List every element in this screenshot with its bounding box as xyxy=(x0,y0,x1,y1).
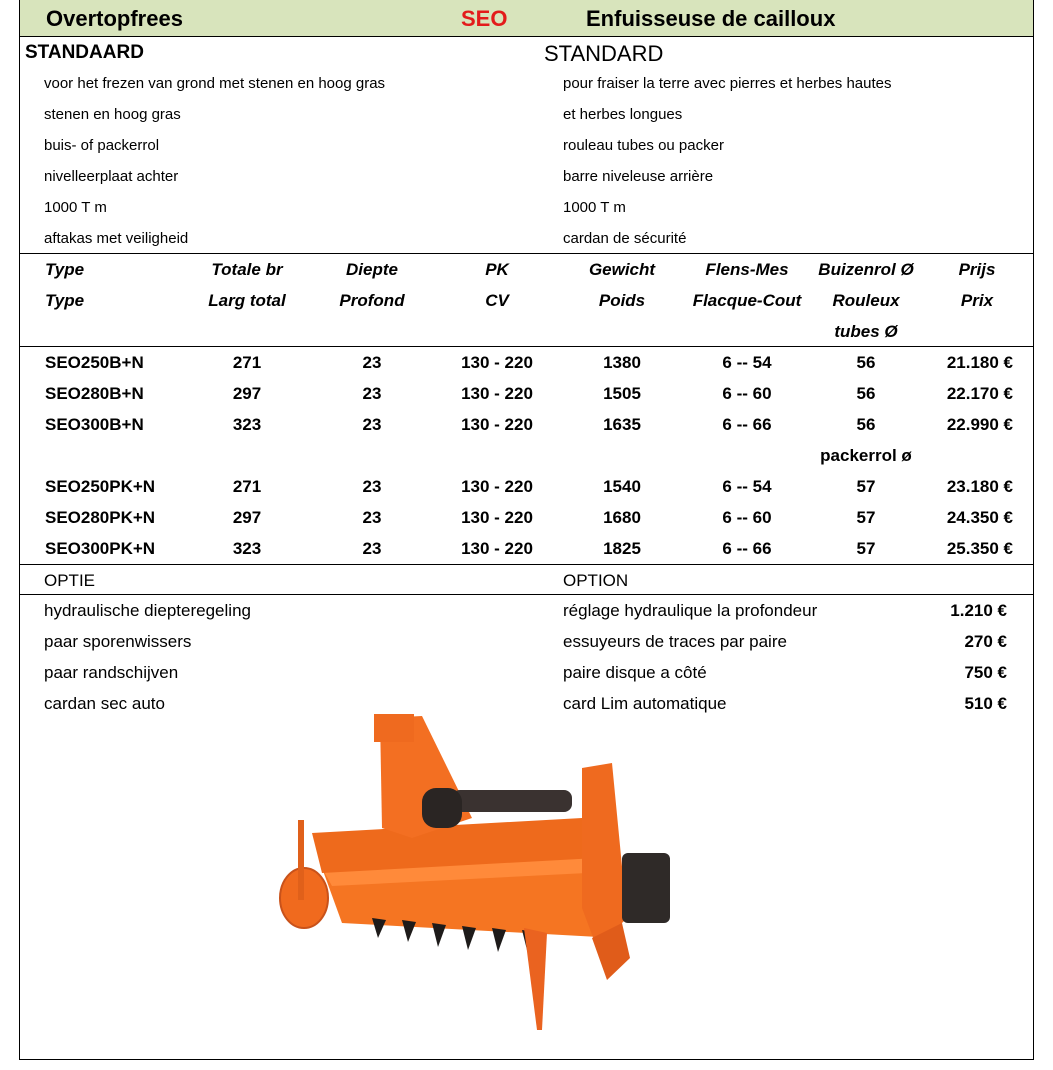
option-name-fr: essuyeurs de traces par paire xyxy=(563,632,787,651)
title-bar xyxy=(20,0,1033,37)
machine-illustration xyxy=(280,714,670,1030)
divider xyxy=(19,253,1034,254)
option-price: 510 € xyxy=(964,694,1007,713)
table-cell: 323 xyxy=(232,415,262,434)
table-cell: 57 xyxy=(856,539,876,558)
table-cell: 130 - 220 xyxy=(461,508,533,527)
option-name-nl: paar randschijven xyxy=(44,663,179,682)
table-cell: 1505 xyxy=(603,384,641,403)
model-type: SEO250B+N xyxy=(45,353,144,372)
divider xyxy=(19,564,1034,565)
table-cell: 130 - 220 xyxy=(461,384,533,403)
table-cell: 271 xyxy=(232,353,262,372)
option-name-fr: réglage hydraulique la profondeur xyxy=(563,601,818,620)
model-type: SEO300B+N xyxy=(45,415,144,434)
table-cell: 56 xyxy=(856,415,876,434)
standard-label-nl: STANDAARD xyxy=(25,42,144,63)
table-cell: 23 xyxy=(362,415,382,434)
option-price: 1.210 € xyxy=(950,601,1007,620)
table-cell: 6 -- 66 xyxy=(722,539,772,558)
column-header-nl: Flens-Mes xyxy=(705,260,789,279)
product-code: SEO xyxy=(461,6,508,31)
feature-fr: barre niveleuse arrière xyxy=(563,168,714,185)
title-fr: Enfuisseuse de cailloux xyxy=(586,6,836,31)
table-cell: 6 -- 66 xyxy=(722,415,772,434)
table-cell: 24.350 € xyxy=(946,508,1013,527)
table-cell: 297 xyxy=(232,508,262,527)
feature-nl: 1000 T m xyxy=(44,199,107,216)
table-cell: 22.170 € xyxy=(946,384,1013,403)
option-name-nl: hydraulische diepteregeling xyxy=(44,601,251,620)
divider xyxy=(19,594,1034,595)
table-cell: 57 xyxy=(856,508,876,527)
option-price: 270 € xyxy=(964,632,1007,651)
feature-nl: buis- of packerrol xyxy=(44,137,160,154)
column-header-fr: Larg total xyxy=(208,291,286,310)
table-cell: 323 xyxy=(232,539,262,558)
table-cell: 271 xyxy=(232,477,262,496)
column-header-nl: Buizenrol Ø xyxy=(818,260,914,279)
feature-nl: stenen en hoog gras xyxy=(44,106,181,123)
table-cell: 6 -- 54 xyxy=(722,353,772,372)
option-name-nl: paar sporenwissers xyxy=(44,632,192,651)
table-cell: 6 -- 54 xyxy=(722,477,772,496)
model-type: SEO250PK+N xyxy=(45,477,156,496)
option-name-fr: card Lim automatique xyxy=(563,694,727,713)
table-cell: 297 xyxy=(232,384,262,403)
table-cell: 23 xyxy=(362,539,382,558)
column-header-fr: Rouleux xyxy=(832,291,900,310)
model-type: SEO280PK+N xyxy=(45,508,156,527)
machine-image xyxy=(262,708,682,1038)
feature-fr: 1000 T m xyxy=(563,199,626,216)
table-cell: 1540 xyxy=(603,477,641,496)
feature-nl: aftakas met veiligheid xyxy=(44,230,189,247)
table-cell: 23 xyxy=(362,353,382,372)
column-header-fr: Profond xyxy=(339,291,405,310)
table-cell: 1635 xyxy=(603,415,641,434)
feature-nl: voor het frezen van grond met stenen en hoog gras xyxy=(44,75,386,92)
model-type: SEO300PK+N xyxy=(45,539,156,558)
column-header-nl: Diepte xyxy=(346,260,398,279)
table-cell: 130 - 220 xyxy=(461,539,533,558)
option-name-nl: cardan sec auto xyxy=(44,694,165,713)
table-cell: 6 -- 60 xyxy=(722,508,772,527)
column-header-nl: PK xyxy=(485,260,509,279)
feature-fr: cardan de sécurité xyxy=(563,230,687,247)
option-name-fr: paire disque a côté xyxy=(563,663,707,682)
title-nl: Overtopfrees xyxy=(46,6,183,31)
column-header-fr: Poids xyxy=(598,291,646,310)
table-cell: 1825 xyxy=(603,539,641,558)
table-cell: 6 -- 60 xyxy=(722,384,772,403)
feature-fr: pour fraiser la terre avec pierres et herbes hautes xyxy=(563,75,892,92)
table-cell: 23 xyxy=(362,508,382,527)
packer-roller-label: packerrol ø xyxy=(820,446,912,465)
column-header-fr: Type xyxy=(45,291,85,310)
table-cell: 21.180 € xyxy=(946,353,1013,372)
table-cell: 1380 xyxy=(603,353,641,372)
column-header-fr: Prix xyxy=(960,291,994,310)
column-header-fr: CV xyxy=(485,291,509,310)
feature-fr: et herbes longues xyxy=(563,106,683,123)
feature-nl: nivelleerplaat achter xyxy=(44,168,179,185)
column-header-nl: Totale br xyxy=(211,260,283,279)
table-cell: 23 xyxy=(362,477,382,496)
table-cell: 130 - 220 xyxy=(461,477,533,496)
table-cell: 57 xyxy=(856,477,876,496)
table-cell: 25.350 € xyxy=(946,539,1013,558)
column-header-nl: Prijs xyxy=(958,260,996,279)
column-header-fr: Flacque-Cout xyxy=(692,291,802,310)
feature-fr: rouleau tubes ou packer xyxy=(563,137,724,154)
divider xyxy=(19,346,1034,347)
table-cell: 23 xyxy=(362,384,382,403)
option-price: 750 € xyxy=(964,663,1007,682)
table-cell: 22.990 € xyxy=(946,415,1013,434)
table-cell: 130 - 220 xyxy=(461,353,533,372)
options-label-nl: OPTIE xyxy=(44,571,96,590)
model-type: SEO280B+N xyxy=(45,384,144,403)
standard-label-fr: STANDARD xyxy=(544,41,664,66)
options-label-fr: OPTION xyxy=(563,571,629,590)
table-cell: 130 - 220 xyxy=(461,415,533,434)
column-header-nl: Type xyxy=(45,260,85,279)
column-header-nl: Gewicht xyxy=(588,260,656,279)
table-cell: 23.180 € xyxy=(946,477,1013,496)
table-cell: 56 xyxy=(856,384,876,403)
column-header-extra: tubes Ø xyxy=(834,322,898,341)
table-cell: 1680 xyxy=(603,508,641,527)
table-cell: 56 xyxy=(856,353,876,372)
